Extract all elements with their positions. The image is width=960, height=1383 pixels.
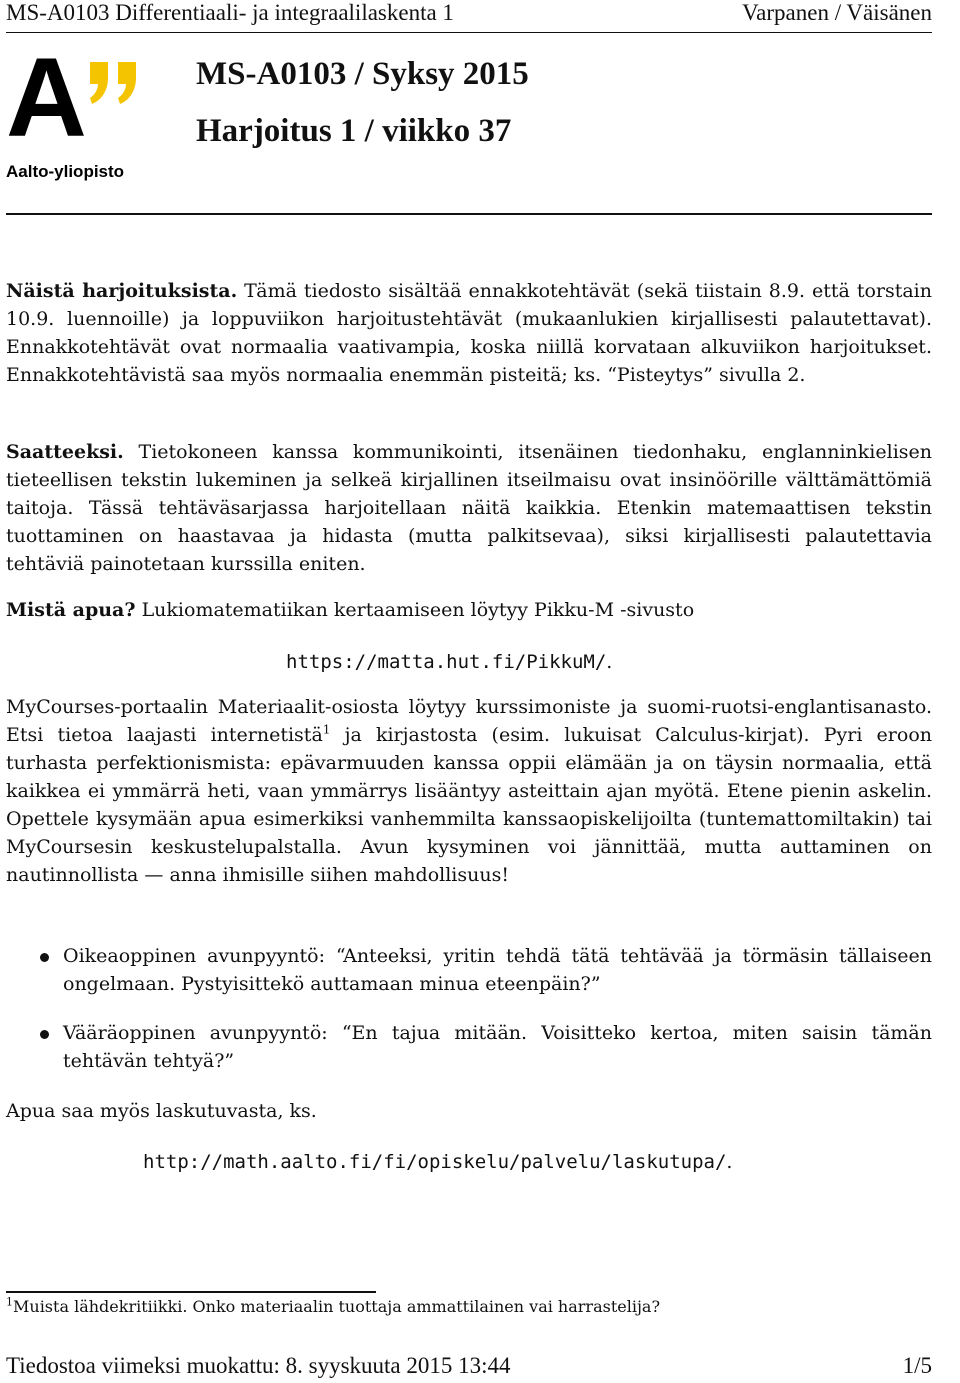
apua-text: Lukiomatematiikan kertaamiseen löytyy Pikku-M -sivusto [141,599,695,621]
footnote-ref[interactable]: 1 [322,722,331,737]
footer-page-number: 1/5 [902,1353,932,1378]
bullet-item-wrong-request: Vääräoppinen avunpyyntö: “En tajua mitään. Voisitteko kertoa, miten saisin tämän tehtävän tehtyä?” [63,1022,932,1072]
footnote-mark: 1 [6,1295,13,1309]
bullet-icon [40,953,49,962]
logo-text: Aalto-yliopisto [6,162,125,181]
intro-text: Tämä tiedosto sisältää ennakkotehtävät (sekä tiistain 8.9. että torstain 10.9. luennoille) ja loppuviikon harjoitustehtävät (mukaanlukien kirjallisesti palautettavat). Ennakkotehtävät ovat normaalia vaativampia, koska niillä korvataan alkuviikon harjoitukset. Ennakkotehtävistä saa myös normaalia enemmän pisteitä; ks. “Pisteytys” sivulla 2. [6,280,932,386]
aalto-logo [6,35,156,186]
pikkum-url-link[interactable]: https://matta.hut.fi/PikkuM/ [286,651,607,673]
mycourses-text-end: ja kirjastosta (esim. lukuisat Calculus-kirjat). Pyri eroon turhasta perfektionismista: epävarmuuden kanssa oppii elämään ja on täysin normaalia, että kaikkea ei ymmärrä heti, vaan ymmärrys lisääntyy asteittain ajan myötä. Etene pienin askelin. Opettele kysymään apua esimerkiksi vanhemmilta kanssaopiskelijoilta (tuntemattomiltakin) tai MyCoursesin keskustelupalstalla. Avun kysyminen voi jännittää, mutta auttaminen on nautinnollista — anna ihmisille siihen mahdollisuus! [6,724,932,886]
saatteeksi-lead: Saatteeksi. [6,441,124,463]
running-header-authors: Varpanen / Väisänen [742,0,932,25]
footnote-divider [6,1291,376,1293]
laskutupa-url-suffix: . [726,1151,733,1173]
laskutupa-url-link[interactable]: http://math.aalto.fi/fi/opiskelu/palvelu/laskutupa/ [143,1151,727,1173]
bullet-icon [40,1030,49,1039]
laskutupa-url-line [143,1148,732,1176]
pikkum-url-suffix: . [606,651,613,673]
title-divider [6,213,932,215]
intro-lead: Näistä harjoituksista. [6,280,238,302]
saatteeksi-paragraph [6,438,932,578]
laskutupa-paragraph: Apua saa myös laskutuvasta, ks. [6,1100,317,1122]
running-header [6,0,932,33]
course-title: MS-A0103 / Syksy 2015 [196,56,529,92]
bullet-item-correct-request: Oikeaoppinen avunpyyntö: “Anteeksi, yritin tehdä tätä tehtävää ja törmäsin tällaiseen ongelmaan. Pystyisittekö auttamaan minua eteenpäin?” [63,945,932,995]
mycourses-paragraph [6,693,932,889]
pikkum-url-line [286,648,612,676]
footer-modified: Tiedostoa viimeksi muokattu: 8. syyskuuta 2015 13:44 [6,1353,511,1378]
apua-lead: Mistä apua? [6,599,136,621]
intro-paragraph [6,277,932,389]
page-footer [6,1353,932,1383]
running-header-course: MS-A0103 Differentiaali- ja integraalilaskenta 1 [6,0,454,25]
footnote-text: Muista lähdekritiikki. Onko materiaalin tuottaja ammattilainen vai harrastelija? [13,1297,661,1316]
logo-quote-marks-icon [88,62,140,106]
mycourses-text-start: MyCourses-portaalin Materiaalit-osiosta löytyy kurssimoniste ja suomi-ruotsi-englantisanasto. Etsi tietoa laajasti internetistä [6,696,932,746]
footnote [6,1296,660,1318]
apua-paragraph [6,596,932,624]
exercise-title: Harjoitus 1 / viikko 37 [196,113,512,149]
logo-letter: A [6,35,87,160]
saatteeksi-text: Tietokoneen kanssa kommunikointi, itsenäinen tiedonhaku, englanninkielisen tieteellisen tekstin lukeminen ja selkeä kirjallinen itseilmaisu ovat insinöörille välttämättömiä taitoja. Tässä tehtäväsarjassa harjoitellaan näitä kaikkia. Etenkin matemaattisen tekstin tuottaminen on haastavaa ja hidasta (mutta palkitsevaa), siksi kirjallisesti palautettavia tehtäviä painotetaan kurssilla eniten. [6,441,933,575]
